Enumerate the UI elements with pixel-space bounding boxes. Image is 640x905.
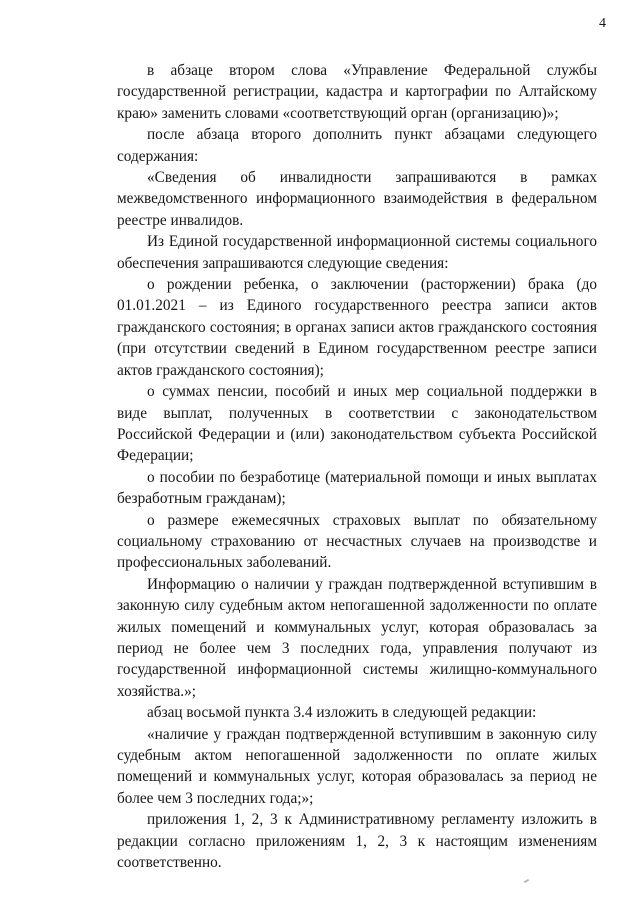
paragraph: «наличие у граждан подтвержденной вступившим в законную силу судебным актом непогашенной задолженности по оплате жилых помещений и коммунальных услуг, которая образовалась за период не более чем 3 последних года;»;: [117, 725, 597, 807]
paragraph: Из Единой государственной информационной системы социального обеспечения запрашиваются следующие сведения:: [117, 233, 597, 272]
paragraph: о суммах пенсии, пособий и иных мер социальной поддержки в виде выплат, полученных в соответствии с законодательством Российской Федерации и (или) законодательством субъекта Российской Федерации;: [117, 383, 597, 465]
scan-mark: [524, 879, 529, 883]
paragraph: Информацию о наличии у граждан подтвержденной вступившим в законную силу судебным актом непогашенной задолженности по оплате жилых помещений и коммунальных услуг, которая образовалась за период не более чем 3 последних года, управления получают из государственной информационной системы жилищно-коммунального хозяйства.»;: [117, 575, 597, 700]
page-number: 4: [599, 16, 606, 31]
paragraph: в абзаце втором слова «Управление Федеральной службы государственной регистрации, кадастра и картографии по Алтайскому краю» заменить словами «соответствующий орган (организацию)»;: [117, 62, 597, 122]
paragraph: приложения 1, 2, 3 к Административному регламенту изложить в редакции согласно приложениям 1, 2, 3 к настоящим изменениям соответственно.: [117, 811, 597, 872]
paragraph: о пособии по безработице (материальной помощи и иных выплатах безработным гражданам);: [117, 468, 597, 508]
paragraph: после абзаца второго дополнить пункт абзацами следующего содержания:: [117, 126, 597, 165]
paragraph: о размере ежемесячных страховых выплат по обязательному социальному страхованию от несчастных случаев на производстве и профессиональных заболеваний.: [117, 511, 597, 572]
document-body: [117, 60, 597, 873]
paragraph: о рождении ребенка, о заключении (расторжении) брака (до 01.01.2021 – из Единого государственного реестра записи актов гражданского состояния; в органах записи актов гражданского состояния (при отсутствии сведений в Едином государственном реестре записи актов гражданского состояния);: [117, 276, 597, 379]
paragraph: «Сведения об инвалидности запрашиваются в рамках межведомственного информационного взаимодействия в федеральном реестре инвалидов.: [117, 169, 597, 229]
paragraph: абзац восьмой пункта 3.4 изложить в следующей редакции:: [147, 704, 537, 722]
